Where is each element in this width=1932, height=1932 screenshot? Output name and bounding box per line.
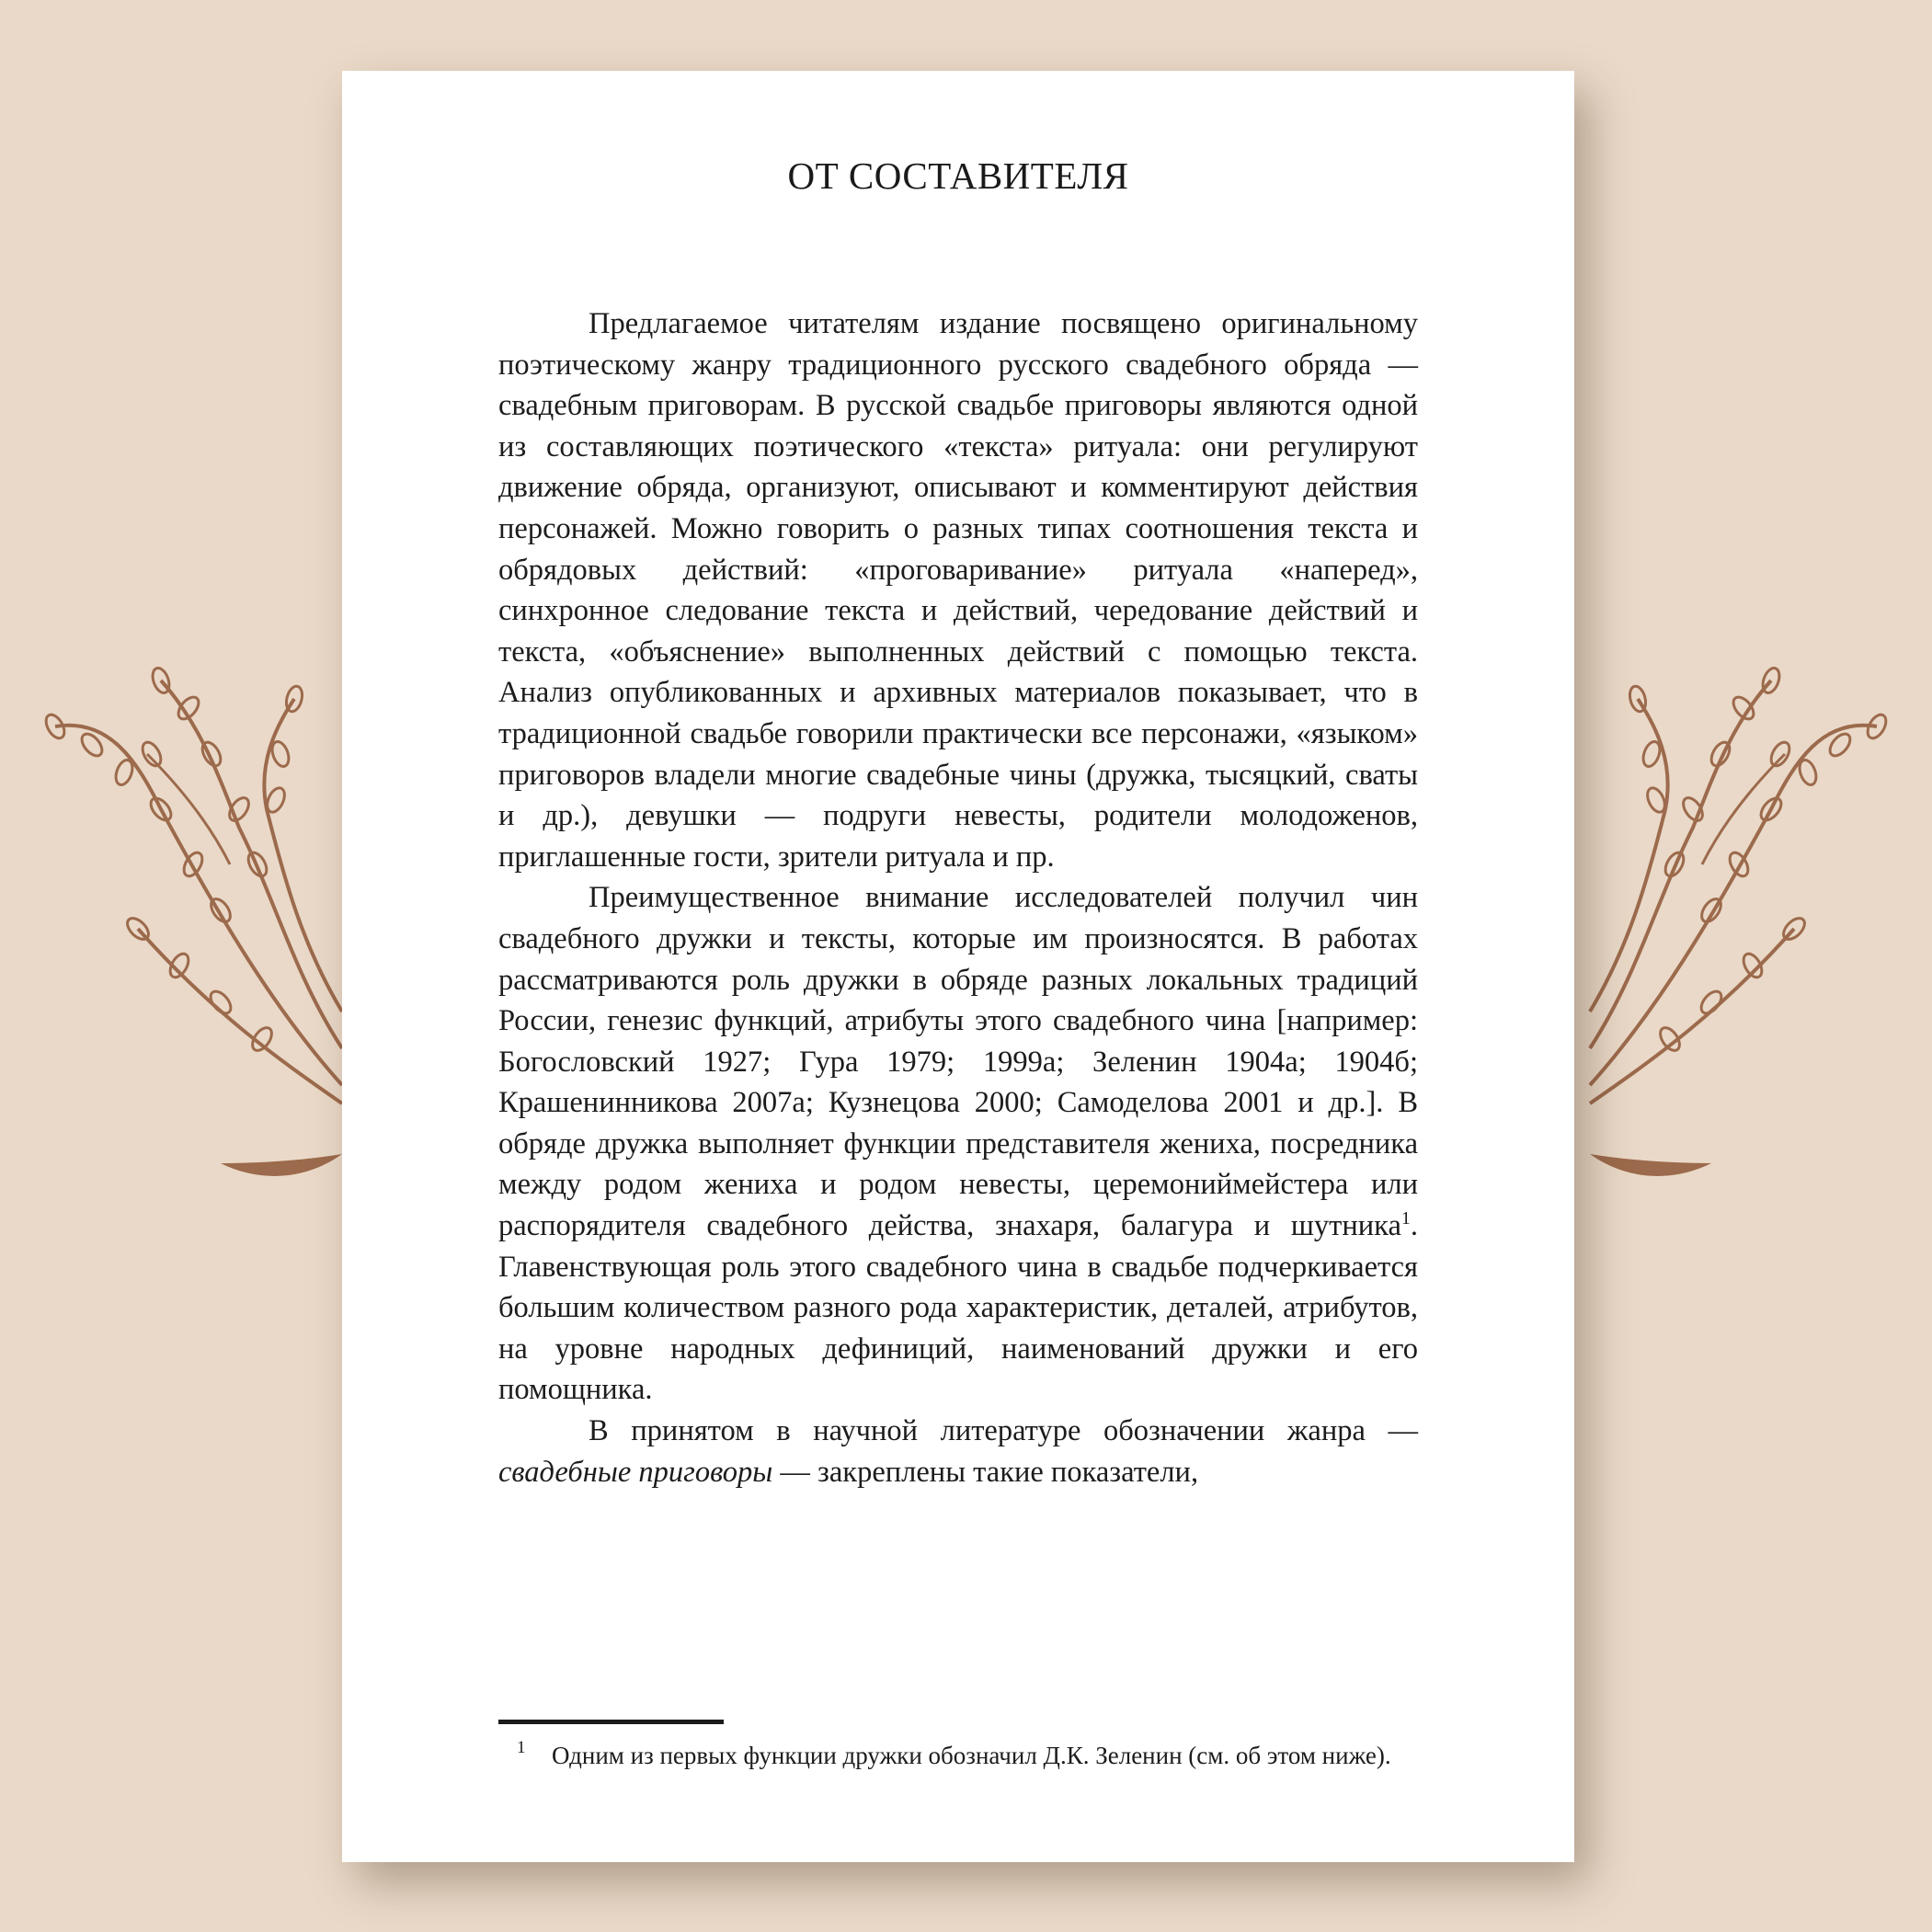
footnote-text: Одним из первых функции дружки обозначил Д.К. Зеленин (см. об этом ниже). <box>552 1742 1391 1769</box>
footnote-reference[interactable]: 1 <box>1400 1208 1411 1229</box>
right-branch-icon <box>1590 666 1890 1176</box>
body-text <box>498 303 1418 1492</box>
footnote-divider <box>498 1720 724 1724</box>
paragraph-3-text-b: — закреплены такие показатели, <box>772 1455 1199 1489</box>
paragraph-2 <box>498 877 1418 1411</box>
paragraph-1: Предлагаемое читателям издание посвящено оригинальному поэтическому жанру традиционного русского свадебного обряда — свадебным приговорам. В русской свадьбе приговоры являются одной из составляющих поэтического «текста» ритуала: они регулируют движение обряда, организуют, описывают и комментируют действия персонажей. Можно говорить о разных типах соотношения текста и обрядовых действий: «проговаривание» ритуала «наперед», синхронное следование текста и действий, чередование действий и текста, «объяснение» выполненных действий с помощью текста. Анализ опубликованных и архивных материалов показывает, что в традиционной свадьбе говорили практически все персонажи, «языком» приговоров владели многие свадебные чины (дружка, тысяцкий, сваты и др.), девушки — подруги невесты, родители молодоженов, приглашенные гости, зрители ритуала и пр. <box>498 307 1418 874</box>
paragraph-2-text-b: . Главенствующая роль этого свадебного чина в свадьбе подчеркивается большим количеством разного рода характеристик, деталей, атрибутов, на уровне народных дефиниций, наименований дружки и его помощника. <box>498 1209 1418 1407</box>
left-branch-icon <box>42 666 342 1176</box>
footnote-number: 1 <box>517 1738 526 1757</box>
book-page <box>342 71 1574 1862</box>
paragraph-2-text-a: Преимущественное внимание исследователей получил чин свадебного дружки и тексты, которые им произносятся. В работах рассматриваются роль дружки в обряде разных локальных традиций России, генезис функций, атрибуты этого свадебного чина [например: Богословский 1927; Гура 1979; 1999а; Зеленин 1904а; 1904б; Крашенинникова 2007а; Кузнецова 2000; Самоделова 2001 и др.]. В обряде дружка выполняет функции представителя жениха, посредника между родом жениха и родом невесты, церемониймейстера или распорядителя свадебного действа, знахаря, балагура и шутника <box>498 881 1418 1243</box>
genre-term: свадебные приговоры <box>498 1455 773 1489</box>
paragraph-3-text-a: В принятом в научной литературе обозначении жанра — <box>589 1414 1418 1448</box>
page-title: ОТ СОСТАВИТЕЛЯ <box>787 154 1129 197</box>
footnote <box>498 1737 1418 1774</box>
paragraph-3 <box>498 1411 1418 1492</box>
